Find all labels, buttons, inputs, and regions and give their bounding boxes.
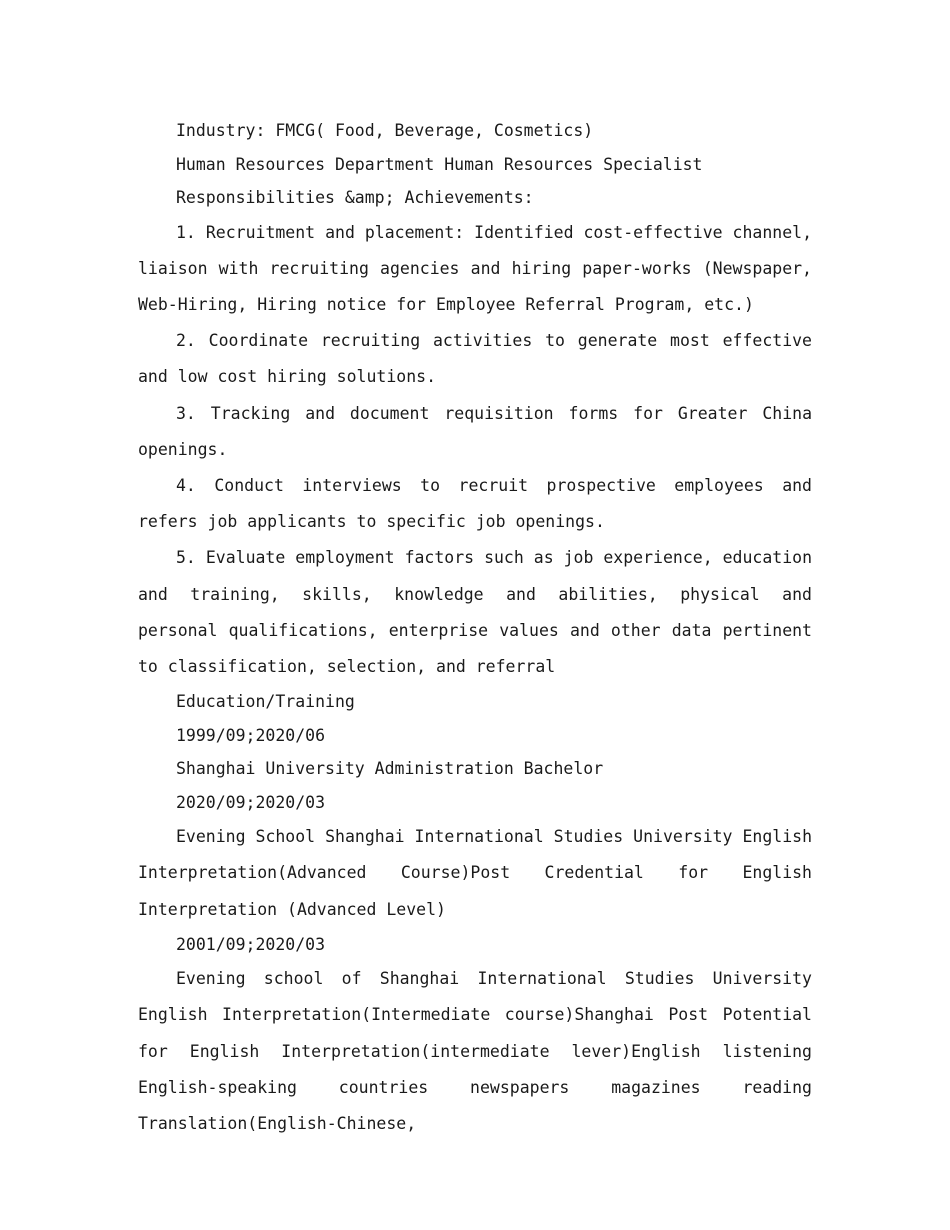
education-heading: Education/Training [176, 692, 355, 712]
education-dates-3: 2001/09;2020/03 [176, 934, 326, 954]
education-detail-2: Evening School Shanghai International Studies University English Interpretation(Advanced Course)Post Credential for English Interpretation (Advanced Level) [138, 827, 812, 919]
education-detail-1: Shanghai University Administration Bachelor [176, 759, 604, 779]
responsibility-item-4: 4. Conduct interviews to recruit prospective employees and refers job applicants to specific job openings. [138, 475, 812, 532]
education-detail-3: Evening school of Shanghai International Studies University English Interpretation(Intermediate course)Shanghai Post Potential for English Interpretation(intermediate lever)English listening English-speaking countries newspapers magazines reading Translation(English-Chinese, [138, 969, 812, 1134]
responsibility-item-5: 5. Evaluate employment factors such as job experience, education and training, skills, knowledge and abilities, physical and personal qualifications, enterprise values and other data pertinent to classification, selection, and referral [138, 548, 812, 676]
education-dates-1: 1999/09;2020/06 [176, 725, 326, 745]
industry-line: Industry: FMCG( Food, Beverage, Cosmetics) [176, 121, 594, 140]
position-line: Human Resources Department Human Resources Specialist [176, 154, 703, 174]
responsibility-item-3: 3. Tracking and document requisition forms for Greater China openings. [138, 403, 812, 459]
responsibility-item-2: 2. Coordinate recruiting activities to generate most effective and low cost hiring solutions. [138, 331, 812, 387]
education-dates-2: 2020/09;2020/03 [176, 792, 326, 812]
responsibilities-heading: Responsibilities &amp; Achievements: [176, 188, 534, 207]
document-body [138, 114, 812, 1142]
responsibility-item-1: 1. Recruitment and placement: Identified cost-effective channel, liaison with recruiting agencies and hiring paper-works (Newspaper, Web-Hiring, Hiring notice for Employee Referral Program, etc.) [138, 222, 812, 314]
